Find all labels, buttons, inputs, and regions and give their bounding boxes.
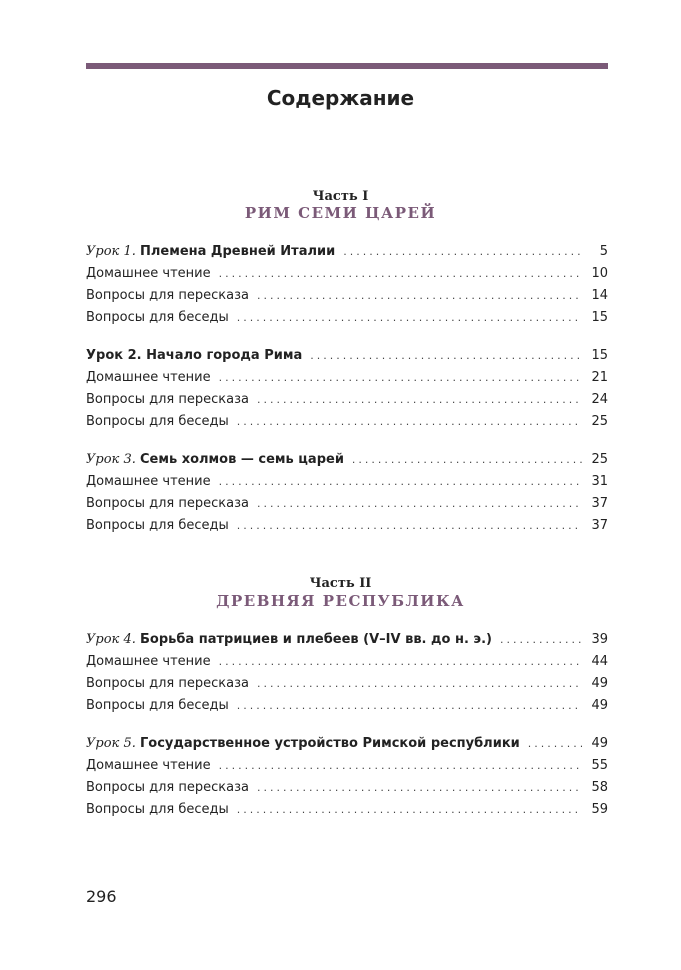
page-ref: 49 [591, 736, 608, 751]
item-label: Вопросы для беседы [86, 518, 229, 533]
lesson-title: Государственное устройство Римской республики [139, 736, 520, 751]
page-ref: 31 [591, 474, 608, 489]
leader-dots [500, 630, 582, 650]
item-label: Вопросы для беседы [86, 802, 229, 817]
lesson-heading [86, 450, 344, 470]
toc-lesson-row[interactable] [86, 734, 608, 754]
page-ref: 5 [599, 244, 608, 259]
toc-item-row[interactable] [86, 368, 608, 388]
page-ref: 15 [591, 348, 608, 363]
top-rule [86, 63, 608, 69]
page-ref: 59 [591, 802, 608, 817]
leader-dots [257, 286, 582, 306]
toc-item-row[interactable] [86, 674, 608, 694]
toc-lesson-row[interactable] [86, 242, 608, 262]
toc-lesson-row[interactable] [86, 450, 608, 470]
toc-item-row[interactable] [86, 264, 608, 284]
lesson-title: Семь холмов — семь царей [139, 452, 344, 467]
leader-dots [310, 346, 582, 366]
lesson-heading [86, 630, 492, 650]
lesson-title: Племена Древней Италии [139, 244, 336, 259]
lesson-number: Урок 4. [86, 632, 136, 647]
page-ref: 37 [591, 496, 608, 511]
lesson-title: Борьба патрициев и плебеев (V–IV вв. до н. э.) [139, 632, 492, 647]
page-ref: 25 [591, 452, 608, 467]
leader-dots [237, 516, 582, 536]
toc-item-row[interactable] [86, 652, 608, 672]
item-label: Вопросы для пересказа [86, 780, 249, 795]
page-ref: 55 [591, 758, 608, 773]
toc-item-row[interactable] [86, 756, 608, 776]
lesson-title: Урок 2. Начало города Рима [86, 348, 303, 363]
page-ref: 37 [591, 518, 608, 533]
page-ref: 24 [591, 392, 608, 407]
part-title: ДРЕВНЯЯ РЕСПУБЛИКА [216, 592, 465, 610]
leader-dots [219, 264, 582, 284]
page-ref: 25 [591, 414, 608, 429]
page-ref: 39 [591, 632, 608, 647]
toc-item-row[interactable] [86, 800, 608, 820]
toc-item-row[interactable] [86, 308, 608, 328]
item-label: Домашнее чтение [86, 474, 211, 489]
toc-lesson-row[interactable] [86, 346, 608, 366]
item-label: Домашнее чтение [86, 266, 211, 281]
page-ref: 15 [591, 310, 608, 325]
leader-dots [343, 242, 582, 262]
page-ref: 44 [591, 654, 608, 669]
toc-lesson-row[interactable] [86, 630, 608, 650]
toc-item-row[interactable] [86, 516, 608, 536]
toc-item-row[interactable] [86, 696, 608, 716]
item-label: Вопросы для беседы [86, 698, 229, 713]
toc-item-row[interactable] [86, 778, 608, 798]
toc-item-row[interactable] [86, 412, 608, 432]
item-label: Вопросы для пересказа [86, 676, 249, 691]
lesson-heading [86, 734, 520, 754]
leader-dots [257, 674, 582, 694]
page-ref: 10 [591, 266, 608, 281]
item-label: Вопросы для пересказа [86, 496, 249, 511]
page-ref: 49 [591, 698, 608, 713]
item-label: Домашнее чтение [86, 758, 211, 773]
toc-item-row[interactable] [86, 494, 608, 514]
lesson-heading [86, 346, 302, 366]
leader-dots [257, 494, 582, 514]
toc-item-row[interactable] [86, 472, 608, 492]
lesson-heading [86, 242, 335, 262]
leader-dots [237, 412, 582, 432]
item-label: Вопросы для пересказа [86, 392, 249, 407]
lesson-number: Урок 3. [86, 452, 136, 467]
item-label: Вопросы для пересказа [86, 288, 249, 303]
part-label: Часть I [312, 189, 369, 204]
part-title: РИМ СЕМИ ЦАРЕЙ [244, 204, 437, 222]
lesson-number: Урок 1. [86, 244, 136, 259]
item-label: Домашнее чтение [86, 654, 211, 669]
item-label: Вопросы для беседы [86, 310, 229, 325]
toc-item-row[interactable] [86, 286, 608, 306]
leader-dots [528, 734, 582, 754]
leader-dots [257, 778, 582, 798]
page-ref: 49 [591, 676, 608, 691]
item-label: Вопросы для беседы [86, 414, 229, 429]
leader-dots [237, 696, 582, 716]
page-ref: 58 [591, 780, 608, 795]
page-ref: 21 [591, 370, 608, 385]
page-number: 296 [86, 887, 117, 906]
leader-dots [219, 368, 582, 388]
leader-dots [219, 756, 582, 776]
lesson-number: Урок 5. [86, 736, 136, 751]
leader-dots [219, 472, 582, 492]
part-label: Часть II [309, 576, 372, 591]
item-label: Домашнее чтение [86, 370, 211, 385]
page-ref: 14 [591, 288, 608, 303]
leader-dots [257, 390, 582, 410]
toc-item-row[interactable] [86, 390, 608, 410]
leader-dots [237, 800, 582, 820]
leader-dots [352, 450, 582, 470]
page-title: Содержание [266, 86, 415, 110]
leader-dots [219, 652, 582, 672]
leader-dots [237, 308, 582, 328]
